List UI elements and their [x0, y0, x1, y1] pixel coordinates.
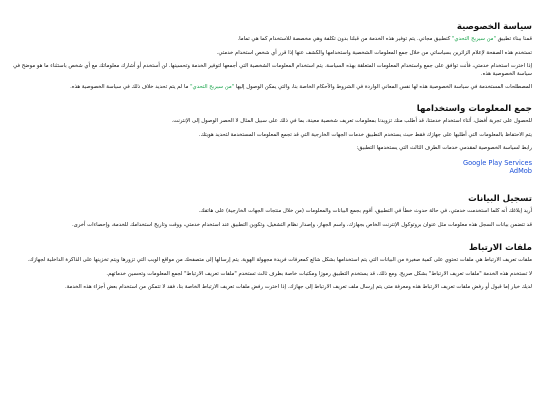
privacy-intro [6, 36, 532, 44]
cookies-paragraph-2: لا تستخدم هذه الخدمة "ملفات تعريف الارتباط" بشكل صريح. ومع ذلك، قد يستخدم التطبيق رموزا ومكتبات خاصة بطرف ثالث تستخدم "ملفات تعريف الارتباط" لجمع المعلومات وتحسين خدماتهم. [106, 270, 532, 277]
privacy-terms [6, 84, 532, 92]
log-data-section [6, 194, 532, 229]
privacy-consent: إذا اخترت استخدام خدمتي، فأنت توافق على جمع واستخدام المعلومات المتعلقة بهذه السياسة. يتم استخدام المعلومات الشخصية التي أجمعها لتوفير الخدمة وتحسينها. لن أستخدم أو أشارك معلوماتك مع أي شخص باستثناء ما هو موضح في سياسة الخصوصية هذه. [13, 63, 532, 77]
privacy-purpose: تستخدم هذه الصفحة لإعلام الزائرين بسياساتي من خلال جمع المعلومات الشخصية واستخدامها والكشف عنها إذا قرر أي شخص استخدام خدمتي. [216, 49, 532, 56]
privacy-terms-text-end: ما لم يتم تحديد خلاف ذلك في سياسة الخصوصية هذه. [70, 84, 191, 91]
log-data-paragraph-2: قد تتضمن بيانات السجل هذه معلومات مثل عنوان بروتوكول الإنترنت الخاص بجهازك، واسم الجهاز، وإصدار نظام التشغيل، وتكوين التطبيق عند استخدام خدمتي، ووقت وتاريخ استخدامك للخدمة، وإحصاءات أخرى. [72, 221, 532, 228]
collection-title: جمع المعلومات واستخدامها [416, 103, 532, 114]
privacy-terms-text: المصطلحات المستخدمة في سياسة الخصوصية هذه لها نفس المعاني الواردة في الشروط والأحكام الخاصة بنا، والتي يمكن الوصول إليها [234, 84, 532, 91]
admob-link[interactable]: AdMob [509, 167, 532, 176]
cookies-paragraph-3: لديك خيار إما قبول أو رفض ملفات تعريف الارتباط هذه ومعرفة متى يتم إرسال ملف تعريف الارتباط إلى جهازك. إذا اخترت رفض ملفات تعريف الارتباط الخاصة بنا، فقد لا تتمكن من استخدام بعض أجزاء هذه الخدمة. [65, 284, 532, 291]
third-party-intro: رابط لسياسة الخصوصية لمقدمي خدمات الطرف الثالث التي يستخدمها التطبيق: [356, 145, 532, 152]
third-party-links [6, 159, 532, 176]
log-data-paragraph-1: أريد إبلاغك أنه كلما استخدمت خدمتي، في حالة حدوث خطأ في التطبيق، أقوم بجمع البيانات والمعلومات (من خلال منتجات الجهات الخارجية) على هاتفك. [198, 207, 532, 214]
cookies-title: ملفات الارتباط [468, 243, 532, 254]
privacy-section [6, 22, 532, 92]
privacy-intro-text-end: كتطبيق مجاني. يتم توفير هذه الخدمة من قبلنا بدون تكلفة وهي مخصصة للاستخدام كما هي تماما. [237, 36, 452, 42]
collection-section [6, 104, 532, 176]
app-name-highlight-terms: "من سيربح التحدي" [190, 84, 235, 91]
app-name-highlight: "من سيربح التحدي" [451, 36, 496, 42]
log-data-title: تسجيل البيانات [468, 193, 532, 204]
google-play-services-link[interactable]: Google Play Services [463, 158, 532, 167]
collection-paragraph-2: يتم الاحتفاظ بالمعلومات التي أطلبها على جهازك فقط حيث يستخدم التطبيق خدمات الجهات الخارجية التي قد تجمع المعلومات المستخدمة لتحديد هويتك. [198, 131, 532, 138]
privacy-title: سياسة الخصوصية [456, 22, 532, 32]
cookies-paragraph-1: ملفات تعريف الارتباط هي ملفات تحتوي على كمية صغيرة من البيانات التي يتم استخدامها بشكل شائع كمعرفات فريدة مجهولة الهوية. يتم إرسالها إلى متصفحك من مواقع الويب التي تزورها ويتم تخزينها على الذاكرة الداخلية لجهازك. [27, 257, 532, 264]
collection-paragraph-1: للحصول على تجربة أفضل، أثناء استخدام خدمتنا، قد أطلب منك تزويدنا بمعلومات تعريف شخصية معينة، بما في ذلك على سبيل المثال لا الحصر الوصول إلى الإنترنت. [171, 117, 532, 124]
cookies-section [6, 243, 532, 292]
privacy-intro-text: قمنا ببناء تطبيق [495, 36, 532, 42]
